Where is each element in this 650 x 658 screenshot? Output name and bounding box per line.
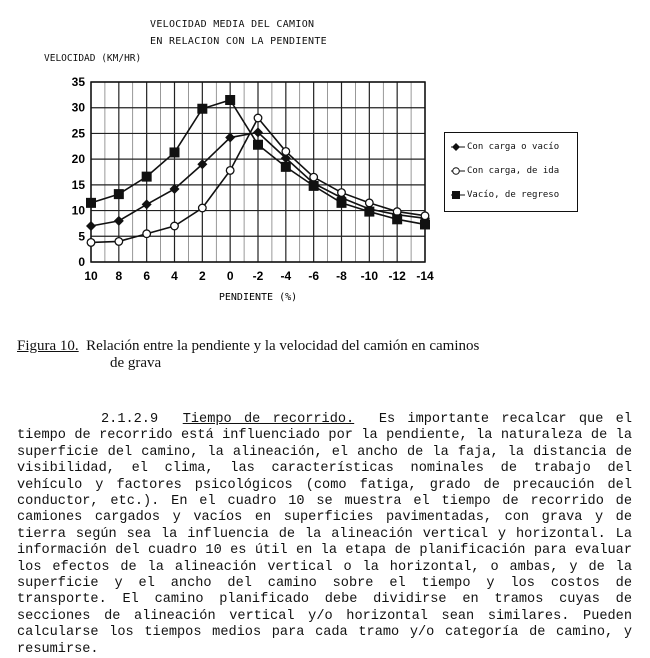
legend-item [451,142,559,152]
data-point-square [337,198,347,208]
data-point-square [170,147,180,157]
x-tick-label: -8 [336,269,347,283]
data-point-circle [421,212,429,220]
data-point-square [142,172,152,182]
chart-title-line-1: VELOCIDAD MEDIA DEL CAMION [150,19,315,30]
y-tick-label: 30 [71,100,85,115]
circle-marker-icon [451,166,465,176]
data-point-square [86,198,96,208]
data-point-circle [310,173,318,181]
data-point-diamond [114,216,124,226]
caption-text-cont: de grava [110,355,162,371]
caption-text: Relación entre la pendiente y la velocidad del camión en caminos [86,338,480,354]
data-point-diamond [86,221,96,231]
legend-item [451,166,559,176]
chart-title-line-2: EN RELACION CON LA PENDIENTE [150,36,327,47]
data-point-circle [199,204,207,212]
data-point-square [253,140,263,150]
data-point-diamond [142,199,152,209]
x-tick-label: 4 [171,269,178,283]
legend-label: Con carga o vacío [467,142,560,152]
legend-label: Con carga, de ida [467,166,560,176]
legend-label: Vacío, de regreso [467,190,560,200]
data-point-circle [171,222,179,230]
x-tick-label: 8 [115,269,123,283]
y-tick-label: 15 [71,177,85,192]
data-point-circle [393,208,401,216]
x-tick-label: 10 [84,269,98,283]
x-tick-label: 2 [198,269,206,283]
x-tick-label: -6 [308,269,320,283]
x-tick-label: 0 [226,269,234,283]
y-tick-label: 10 [71,203,85,218]
x-tick-label: -12 [388,269,406,283]
y-tick-label: 5 [78,229,85,244]
x-axis-label: PENDIENTE (%) [218,292,298,303]
data-point-circle [282,148,290,156]
figure-caption [17,338,627,372]
y-tick-label: 0 [78,255,85,269]
data-point-square [420,219,430,229]
square-marker-icon [451,190,465,200]
data-point-circle [143,230,151,238]
y-tick-label: 35 [71,75,85,89]
section-heading: Tiempo de recorrido. [182,412,355,427]
x-tick-label: -2 [252,269,264,283]
chart-legend [444,132,578,212]
data-point-circle [254,114,262,122]
data-point-circle [366,199,374,207]
data-point-circle [226,167,234,175]
data-point-square [281,162,291,172]
x-tick-label: -14 [416,269,434,283]
y-axis-label: VELOCIDAD (KM/HR) [44,53,142,64]
x-tick-label: 6 [143,269,151,283]
paragraph-body: Es importante recalcar que el tiempo de recorrido está influenciado por la pendiente, la naturaleza de la superficie del camino, la alineación, el ancho de la faja, la distancia de visibilidad, el clima, las características nominales de trabajo del vehículo y factores psicológicos (como fatiga, grado de precaución del conductor, etc.). En el cuadro 10 se muestra el tiempo de recorrido de camiones cargados y vacíos en superficies pavimentadas, con grava y de tierra según sea la influencia de la alineación vertical y horizontal. La información del cuadro 10 es útil en la etapa de planificación para evaluar los efectos de la alineación vertical o la horizontal, o ambas, y de la superficie y el ancho del camino sobre el tiempo y los costos de transporte. El camino planificado debe dividirse en tramos cuyas de secciones de alineación vertical y/o horizontal sean similares. Pueden calcularse los tiempos medios para cada tramo y/o categoría de camino, y resumirse. [17,412,632,657]
data-point-square [392,214,402,224]
section-number: 2.1.2.9 [101,412,159,427]
data-point-square [197,104,207,114]
data-point-circle [338,189,346,197]
y-tick-label: 20 [71,152,85,167]
data-point-square [114,189,124,199]
diamond-marker-icon [451,142,465,152]
data-point-circle [87,239,95,247]
data-point-square [364,207,374,217]
x-tick-label: -10 [360,269,379,283]
legend-item [451,190,559,200]
section-paragraph [17,412,632,658]
data-point-square [225,95,235,105]
data-point-circle [115,238,123,246]
data-point-square [309,181,319,191]
x-tick-label: -4 [280,269,292,283]
figure-label: Figura 10. [17,338,79,354]
y-tick-label: 25 [71,126,85,141]
